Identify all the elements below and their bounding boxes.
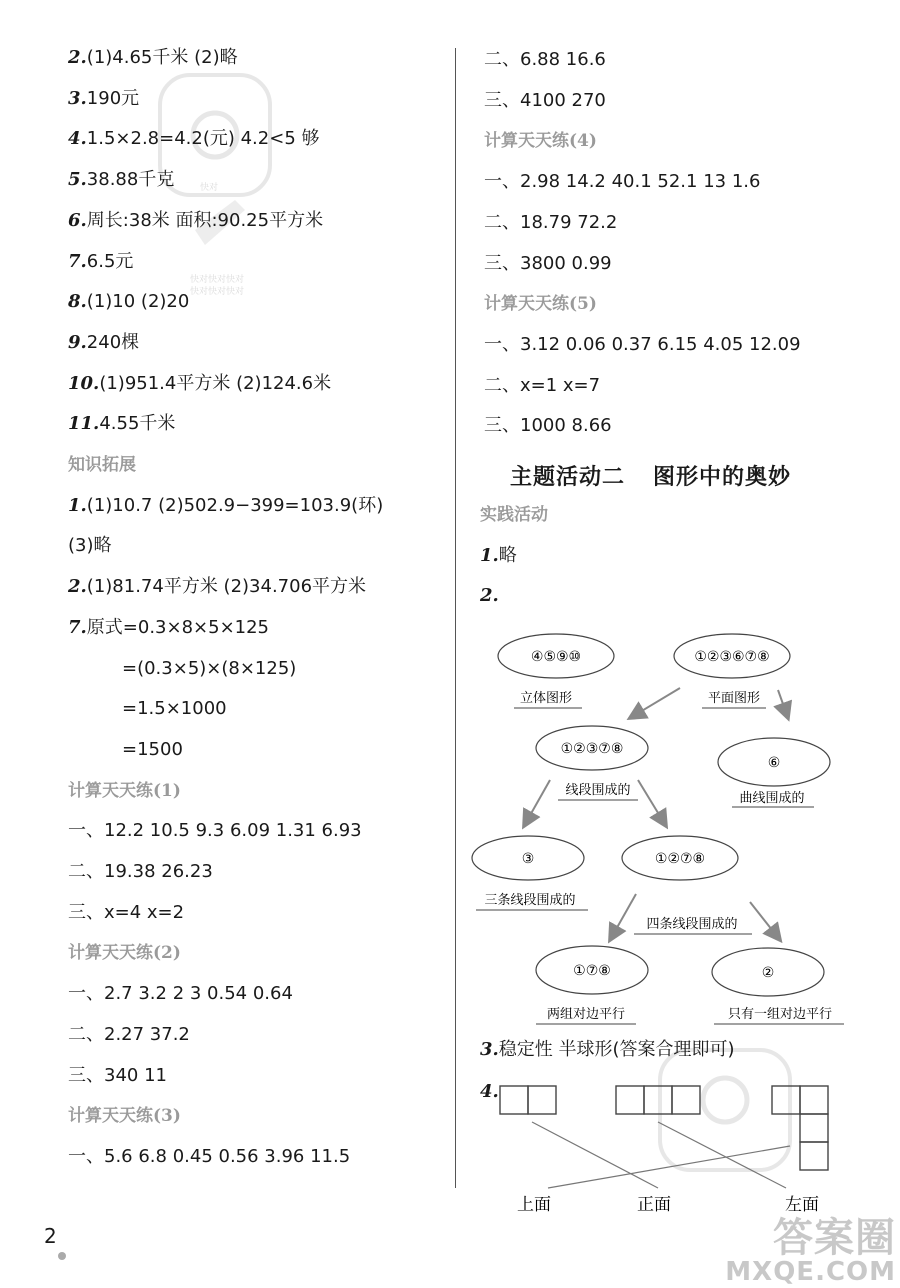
answer-line [68,127,320,151]
node-quad-label: 四条线段围成的 [646,917,738,932]
node-quad-numbers: ①②⑦⑧ [654,851,706,867]
answer-number: 7. [68,250,87,272]
answer-line [68,168,174,192]
answer-line [484,374,600,398]
heading-part-2: 图形中的奥妙 [653,465,792,490]
answer-line [68,46,238,70]
answer-number: 7. [68,616,87,638]
answer-line [480,584,499,608]
answer-line [68,1145,350,1169]
watermark-text-1: 快对 [200,183,219,193]
answer-line [68,372,331,396]
answer-line [484,89,606,113]
answer-line [484,211,617,235]
node-solid-label: 立体图形 [519,691,573,706]
page-dot [58,1252,66,1260]
column-divider [455,48,456,1188]
answer-text: 一、3.12 0.06 0.37 6.15 4.05 12.09 [484,333,801,355]
node-curve-label: 曲线围成的 [739,791,805,806]
node-segment-numbers: ①②③⑦⑧ [560,741,624,757]
question-3 [480,1038,735,1062]
node-parallelogram-label: 两组对边平行 [546,1007,626,1022]
answer-text: 4.55千米 [99,413,176,435]
answer-line [122,657,296,681]
answer-text: 略 [498,544,517,566]
section-label: 计算天天练(3) [68,1106,181,1127]
answer-line [68,331,139,355]
views-diagram [490,1080,850,1220]
answer-number: 9. [68,331,87,353]
answer-text: 周长:38米 面积:90.25平方米 [86,209,324,231]
answer-line [68,982,293,1006]
node-solid-numbers: ④⑤⑨⑩ [530,649,582,665]
answer-line [484,48,606,72]
answer-text: 三、1000 8.66 [484,415,612,437]
answer-number: 4. [68,128,87,150]
answer-line [484,252,612,276]
answer-line [68,860,213,884]
answer-number: 5. [68,169,87,191]
answer-text: 三、340 11 [68,1064,167,1086]
node-trapezoid-numbers: ② [761,965,775,981]
heading-part-1: 主题活动二 [510,465,626,490]
answer-text: (1)10.7 (2)502.9−399=103.9(环) [86,494,384,516]
brand-url: MXQE.COM [725,1257,896,1287]
answer-text: 原式=0.3×8×5×125 [86,616,270,638]
question-3-number: 3. [480,1039,499,1060]
answer-line [68,494,383,518]
answer-number: 8. [68,291,87,313]
answer-number: 10. [68,372,100,394]
question-4-number: 4. [480,1081,499,1102]
answer-number: 11. [68,413,100,435]
answer-text: 一、2.98 14.2 40.1 52.1 13 1.6 [484,171,761,193]
answer-line [122,738,183,762]
section-label: 计算天天练(1) [68,780,181,801]
answer-line [484,333,801,357]
view-label-left: 左面 [785,1195,819,1215]
question-3-text: 稳定性 半球形(答案合理即可) [498,1039,735,1060]
answer-line [68,819,362,843]
answer-text: 一、2.7 3.2 2 3 0.54 0.64 [68,983,293,1005]
answer-line [68,534,112,558]
answer-text: (1)10 (2)20 [86,291,190,313]
node-triangle-numbers: ③ [521,851,535,867]
answer-text: 二、x=1 x=7 [484,374,601,396]
answer-text: 三、3800 0.99 [484,252,612,274]
answer-text: 二、19.38 26.23 [68,861,213,882]
section-label: 计算天天练(5) [484,294,597,315]
answer-text: 二、18.79 72.2 [484,211,618,233]
answer-line [122,697,227,721]
answer-text: 一、5.6 6.8 0.45 0.56 3.96 11.5 [68,1145,351,1167]
answer-text: 二、2.27 37.2 [68,1023,190,1045]
answer-text: 38.88千克 [86,169,175,191]
view-label-top: 上面 [517,1195,551,1215]
answer-number: 2. [68,47,87,68]
section-label: 实践活动 [480,505,548,525]
node-trapezoid-label: 只有一组对边平行 [727,1007,833,1022]
section-label: 计算天天练(2) [68,943,181,964]
answer-line [68,87,139,111]
answer-line [68,209,323,233]
answer-line [68,250,133,274]
answer-number: 1. [480,544,499,566]
node-segment-label: 线段围成的 [565,783,631,798]
answer-line [68,1023,190,1047]
answer-line [68,901,184,925]
node-plane-label: 平面图形 [707,691,761,706]
section-label: 计算天天练(4) [484,131,597,152]
page-number: 2 [44,1224,57,1248]
section-label: 知识拓展 [68,455,136,475]
view-label-front: 正面 [637,1195,671,1215]
answer-text: (1)4.65千米 (2)略 [86,47,238,68]
answer-number: 1. [68,494,87,516]
node-triangle-label: 三条线段围成的 [484,893,576,908]
answer-text: 三、4100 270 [484,89,606,111]
answer-text: =1500 [122,738,183,760]
answer-text: 三、x=4 x=2 [68,901,185,923]
answer-line [68,412,175,436]
answer-text: (1)951.4平方米 (2)124.6米 [99,372,332,394]
answer-line [484,170,760,194]
node-parallelogram-numbers: ①⑦⑧ [573,963,611,979]
answer-text: 一、12.2 10.5 9.3 6.09 1.31 6.93 [68,820,362,842]
brand-name: 答案圈 [773,1215,896,1261]
answer-line [68,575,366,599]
answer-text: 二、6.88 16.6 [484,49,606,70]
answer-number: 2. [480,585,499,607]
node-curve-numbers: ⑥ [767,755,781,771]
answer-text: 1.5×2.8=4.2(元) 4.2<5 够 [86,128,320,150]
answer-number: 2. [68,576,87,598]
brand-watermark [725,1215,896,1287]
answer-text: 240棵 [86,331,140,353]
answer-text: 6.5元 [86,250,134,272]
answer-number: 6. [68,209,87,231]
answer-text: 190元 [86,87,140,109]
answer-text: =1.5×1000 [122,698,227,720]
answer-number: 3. [68,87,87,109]
answer-line [68,616,269,640]
answer-text: (3)略 [68,535,112,557]
watermark-text-2: 快对快对快对 [190,275,245,285]
classification-tree [470,630,850,1030]
answer-line [68,1064,167,1088]
answer-line [68,290,189,314]
watermark-text-3: 快对快对快对 [190,287,245,297]
section-heading [510,460,791,491]
node-plane-numbers: ①②③⑥⑦⑧ [694,649,770,665]
answer-line [484,414,612,438]
answer-line [480,544,517,568]
answer-text: (1)81.74平方米 (2)34.706平方米 [86,576,367,598]
answer-text: =(0.3×5)×(8×125) [122,657,297,679]
